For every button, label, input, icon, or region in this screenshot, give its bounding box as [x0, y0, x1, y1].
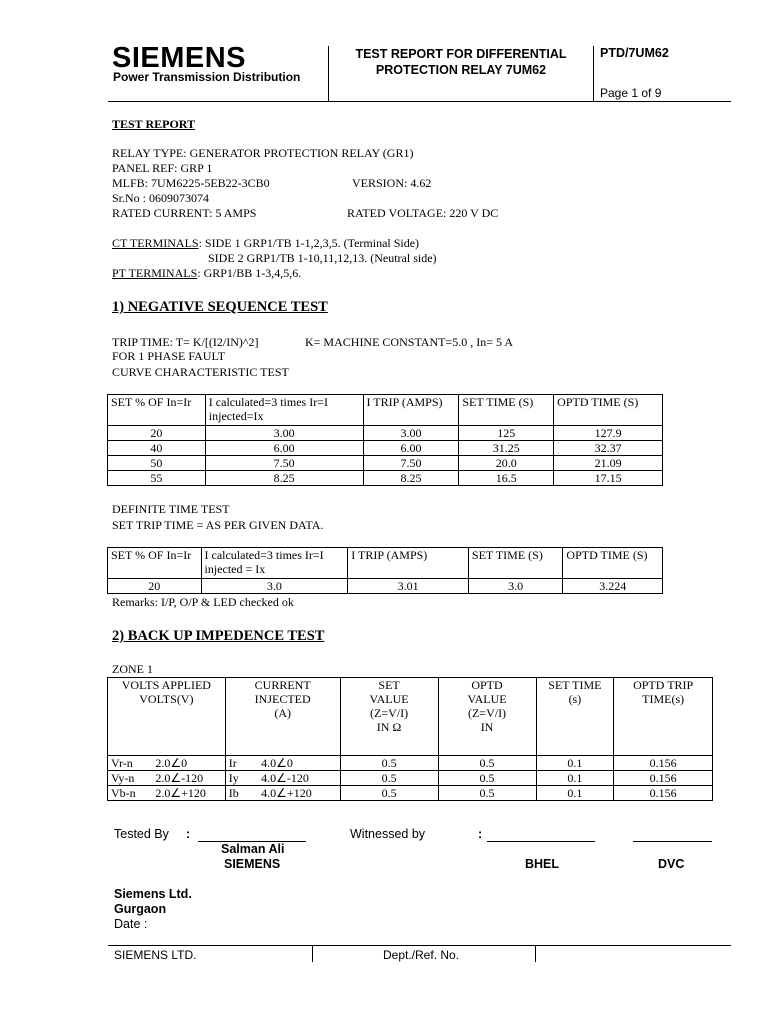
- table-cell: 4.0∠+120: [258, 786, 340, 801]
- table-row: [108, 471, 663, 486]
- table-cell: Ib: [225, 786, 258, 801]
- siemens-logo: SIEMENS: [112, 42, 247, 74]
- footer-divider: [312, 946, 313, 962]
- curve-test-table: [107, 394, 663, 486]
- table-cell: 0.156: [614, 756, 713, 771]
- table-cell: 31.25: [459, 441, 554, 456]
- zone-label: ZONE 1: [112, 662, 153, 676]
- version: VERSION: 4.62: [352, 176, 432, 190]
- table-header: CURRENT INJECTED (A): [225, 678, 340, 756]
- table-cell: 55: [108, 471, 206, 486]
- ct-side1: : SIDE 1 GRP1/TB 1-1,2,3,5. (Terminal Side): [198, 236, 420, 250]
- table-header: I calculated=3 times Ir=I injected = Ix: [201, 548, 348, 579]
- witnessed-by-colon: :: [478, 827, 483, 841]
- rated-voltage: RATED VOLTAGE: 220 V DC: [347, 206, 499, 220]
- table-cell: 17.15: [554, 471, 663, 486]
- table-cell: 0.1: [536, 786, 614, 801]
- table-cell: 2.0∠-120: [152, 771, 225, 786]
- table-header: OPTD TIME (S): [554, 395, 663, 426]
- table-header: SET % OF In=Ir: [108, 548, 202, 579]
- table-cell: 8.25: [363, 471, 459, 486]
- table-cell: Vb-n: [108, 786, 153, 801]
- table-cell: 3.00: [205, 426, 363, 441]
- table-cell: 16.5: [459, 471, 554, 486]
- table-row: [108, 579, 663, 594]
- table-cell: 0.156: [614, 786, 713, 801]
- pt-value: : GRP1/BB 1-3,4,5,6.: [197, 266, 302, 280]
- ct-terminals-label: CT TERMINALS: [112, 236, 199, 250]
- section2-heading: 2) BACK UP IMPEDENCE TEST: [112, 628, 325, 644]
- tested-by-colon: :: [186, 827, 191, 841]
- footer-dept-ref: Dept./Ref. No.: [383, 948, 460, 962]
- table-cell: 0.5: [438, 786, 536, 801]
- company-name: Siemens Ltd.: [114, 887, 192, 901]
- table-header: SET TIME (s): [536, 678, 614, 756]
- table-cell: 20: [108, 579, 202, 594]
- dvc-signature-line: [633, 841, 712, 842]
- table-cell: 8.25: [205, 471, 363, 486]
- table-header: OPTD TIME (S): [563, 548, 663, 579]
- table-header: OPTD TRIP TIME(s): [614, 678, 713, 756]
- set-trip-time: SET TRIP TIME = AS PER GIVEN DATA.: [112, 518, 324, 532]
- pt-terminals-label: PT TERMINALS: [112, 266, 198, 280]
- table-cell: 125: [459, 426, 554, 441]
- table-header: SET % OF In=Ir: [108, 395, 206, 426]
- footer-company: SIEMENS LTD.: [114, 948, 197, 962]
- bhel-label: BHEL: [525, 857, 560, 871]
- report-title: [330, 46, 592, 78]
- header-divider: [593, 46, 594, 102]
- table-cell: 0.1: [536, 756, 614, 771]
- tested-by-label: Tested By: [114, 827, 169, 841]
- table-cell: 4.0∠-120: [258, 771, 340, 786]
- table-cell: 3.0: [201, 579, 348, 594]
- table-row: [108, 441, 663, 456]
- table-cell: Iy: [225, 771, 258, 786]
- table-header: SET VALUE (Z=V/I) IN Ω: [340, 678, 438, 756]
- table-cell: 3.0: [468, 579, 563, 594]
- table-cell: 3.00: [363, 426, 459, 441]
- table-cell: Vy-n: [108, 771, 153, 786]
- page-number: Page 1 of 9: [600, 86, 662, 100]
- footer-rule: [108, 945, 731, 946]
- tester-name: Salman Ali: [221, 842, 285, 856]
- table-cell: 3.01: [348, 579, 469, 594]
- table-cell: 32.37: [554, 441, 663, 456]
- table-cell: 0.5: [340, 786, 438, 801]
- table-cell: 0.156: [614, 771, 713, 786]
- table-cell: Vr-n: [108, 756, 153, 771]
- table-cell: 50: [108, 456, 206, 471]
- pt-terminals: [112, 266, 301, 281]
- table-header: SET TIME (S): [459, 395, 554, 426]
- table-cell: Ir: [225, 756, 258, 771]
- ct-terminals: [112, 236, 419, 251]
- table-cell: 0.5: [340, 771, 438, 786]
- table-cell: 0.1: [536, 771, 614, 786]
- table-row: [108, 426, 663, 441]
- dvc-label: DVC: [658, 857, 685, 871]
- table-cell: 7.50: [205, 456, 363, 471]
- table-cell: 127.9: [554, 426, 663, 441]
- date-label: Date :: [114, 917, 148, 931]
- table-row: [108, 786, 713, 801]
- table-cell: 2.0∠0: [152, 756, 225, 771]
- table-cell: 21.09: [554, 456, 663, 471]
- definite-time-test: DEFINITE TIME TEST: [112, 502, 230, 516]
- table-cell: 0.5: [438, 756, 536, 771]
- tester-org: SIEMENS: [224, 857, 281, 871]
- trip-time-formula: TRIP TIME: T= K/[(I2/IN)^2]: [112, 335, 259, 349]
- machine-constant: K= MACHINE CONSTANT=5.0 , In= 5 A: [305, 335, 514, 349]
- definite-time-table: [107, 547, 663, 594]
- company-city: Gurgaon: [114, 902, 167, 916]
- division-name: Power Transmission Distribution: [113, 70, 301, 84]
- table-row: [108, 456, 663, 471]
- table-header: I TRIP (AMPS): [348, 548, 469, 579]
- table-row: [108, 771, 713, 786]
- mlfb: MLFB: 7UM6225-5EB22-3CB0: [112, 176, 270, 190]
- remarks: Remarks: I/P, O/P & LED checked ok: [112, 595, 294, 609]
- rated-current: RATED CURRENT: 5 AMPS: [112, 206, 257, 220]
- panel-ref: PANEL REF: GRP 1: [112, 161, 213, 175]
- report-title-line1: TEST REPORT FOR DIFFERENTIAL: [355, 47, 567, 61]
- table-cell: 20.0: [459, 456, 554, 471]
- table-cell: 2.0∠+120: [152, 786, 225, 801]
- table-cell: 4.0∠0: [258, 756, 340, 771]
- ct-side2: SIDE 2 GRP1/TB 1-10,11,12,13. (Neutral side): [208, 251, 437, 265]
- header-divider: [328, 46, 329, 102]
- header-rule: [108, 101, 731, 102]
- bhel-signature-line: [487, 841, 595, 842]
- table-cell: 6.00: [205, 441, 363, 456]
- report-title-line2: PROTECTION RELAY 7UM62: [375, 63, 547, 77]
- section1-heading: 1) NEGATIVE SEQUENCE TEST: [112, 299, 328, 315]
- curve-test: CURVE CHARACTERISTIC TEST: [112, 365, 289, 379]
- witnessed-by-label: Witnessed by: [350, 827, 426, 841]
- table-cell: 3.224: [563, 579, 663, 594]
- footer-divider: [535, 946, 536, 962]
- table-header: I calculated=3 times Ir=I injected=Ix: [205, 395, 363, 426]
- table-header: VOLTS APPLIED VOLTS(V): [108, 678, 226, 756]
- table-row: [108, 756, 713, 771]
- impedance-table: [107, 677, 713, 801]
- table-cell: 6.00: [363, 441, 459, 456]
- relay-type: RELAY TYPE: GENERATOR PROTECTION RELAY (GR1): [112, 146, 414, 160]
- table-header: OPTD VALUE (Z=V/I) IN: [438, 678, 536, 756]
- table-cell: 40: [108, 441, 206, 456]
- table-cell: 0.5: [340, 756, 438, 771]
- doc-ref: PTD/7UM62: [600, 46, 669, 60]
- fault-type: FOR 1 PHASE FAULT: [112, 349, 226, 363]
- report-heading: TEST REPORT: [112, 117, 196, 131]
- table-header: SET TIME (S): [468, 548, 563, 579]
- serial-number: Sr.No : 0609073074: [112, 191, 210, 205]
- table-cell: 0.5: [438, 771, 536, 786]
- table-cell: 7.50: [363, 456, 459, 471]
- table-cell: 20: [108, 426, 206, 441]
- table-header: I TRIP (AMPS): [363, 395, 459, 426]
